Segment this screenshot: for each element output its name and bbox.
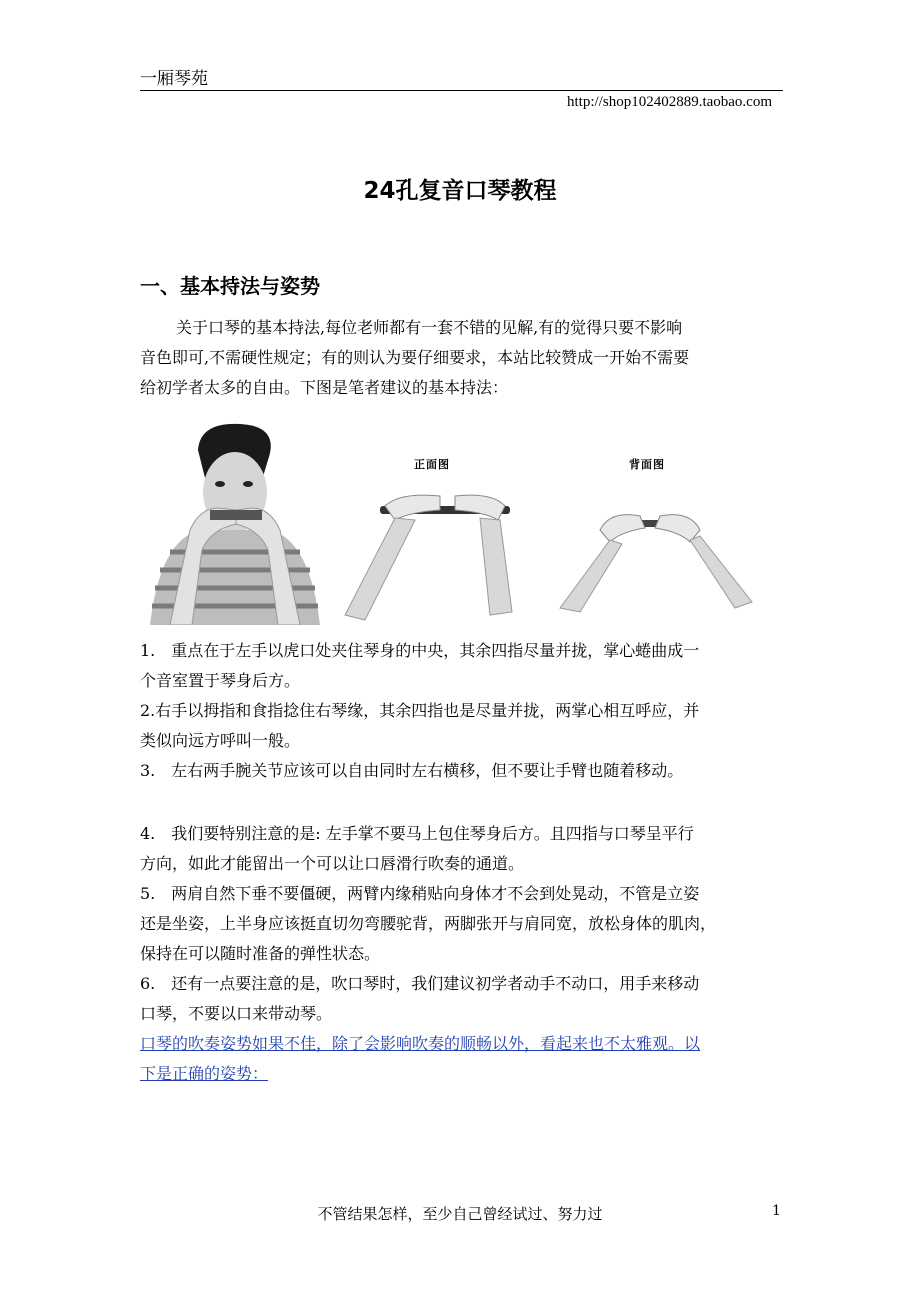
list-item: 2.右手以拇指和食指捻住右琴缘，其余四指也是尽量并拢，两掌心相互呼应，并 类似向远方呼叫一般。	[140, 701, 700, 750]
back-view-photo	[560, 457, 752, 612]
front-view-photo	[345, 457, 512, 620]
document-title: 24孔复音口琴教程	[363, 178, 557, 204]
intro-line: 给初学者太多的自由。下图是笔者建议的基本持法：	[140, 378, 509, 397]
list-item: 6. 还有一点要注意的是，吹口琴时，我们建议初学者动手不动口，用手来移动 口琴，不要以口来带动琴。	[140, 974, 700, 1023]
intro-paragraph	[140, 313, 783, 403]
site-name: 一厢琴苑	[140, 69, 208, 89]
posture-link[interactable]: 口琴的吹奏姿势如果不佳，除了会影响吹奏的顺畅以外，看起来也不太雅观。以 下是正确的姿势：	[140, 1034, 701, 1083]
boy-photo	[150, 424, 320, 625]
back-view-caption: 背面图	[629, 458, 665, 471]
list-item: 4. 我们要特别注意的是: 左手掌不要马上包住琴身后方。且四指与口琴呈平行 方向，如此才能留出一个可以让口唇滑行吹奏的通道。	[140, 824, 694, 873]
list-item: 5. 两肩自然下垂不要僵硬，两臂内缘稍贴向身体才不会到处晃动，不管是立姿 还是坐姿，上半身应该挺直切勿弯腰驼背，两脚张开与肩同宽，放松身体的肌肉， 保持在可以随时准备的弹性状态。	[140, 884, 717, 963]
list-item: 1. 重点在于左手以虎口处夹住琴身的中央，其余四指尽量并拢，掌心蜷曲成一 个音室置于琴身后方。	[140, 641, 700, 690]
page-number: 1	[772, 1203, 781, 1219]
footer-motto: 不管结果怎样，至少自己曾经试过、努力过	[317, 1205, 603, 1223]
front-view-caption: 正面图	[414, 458, 450, 471]
holding-figure	[140, 420, 783, 625]
intro-line: 音色即可,不需硬性规定；有的则认为要仔细要求，本站比较赞成一开始不需要	[140, 348, 690, 367]
section-heading: 一、基本持法与姿势	[140, 274, 320, 298]
shop-url[interactable]: http://shop102402889.taobao.com	[567, 94, 772, 110]
instruction-list	[140, 636, 783, 1089]
list-spacer	[140, 786, 783, 819]
header-rule	[140, 90, 783, 91]
list-item: 3. 左右两手腕关节应该可以自由同时左右横移，但不要让手臂也随着移动。	[140, 761, 684, 780]
holding-photos	[140, 420, 783, 625]
intro-line: 关于口琴的基本持法,每位老师都有一套不错的见解,有的觉得只要不影响	[176, 318, 683, 337]
